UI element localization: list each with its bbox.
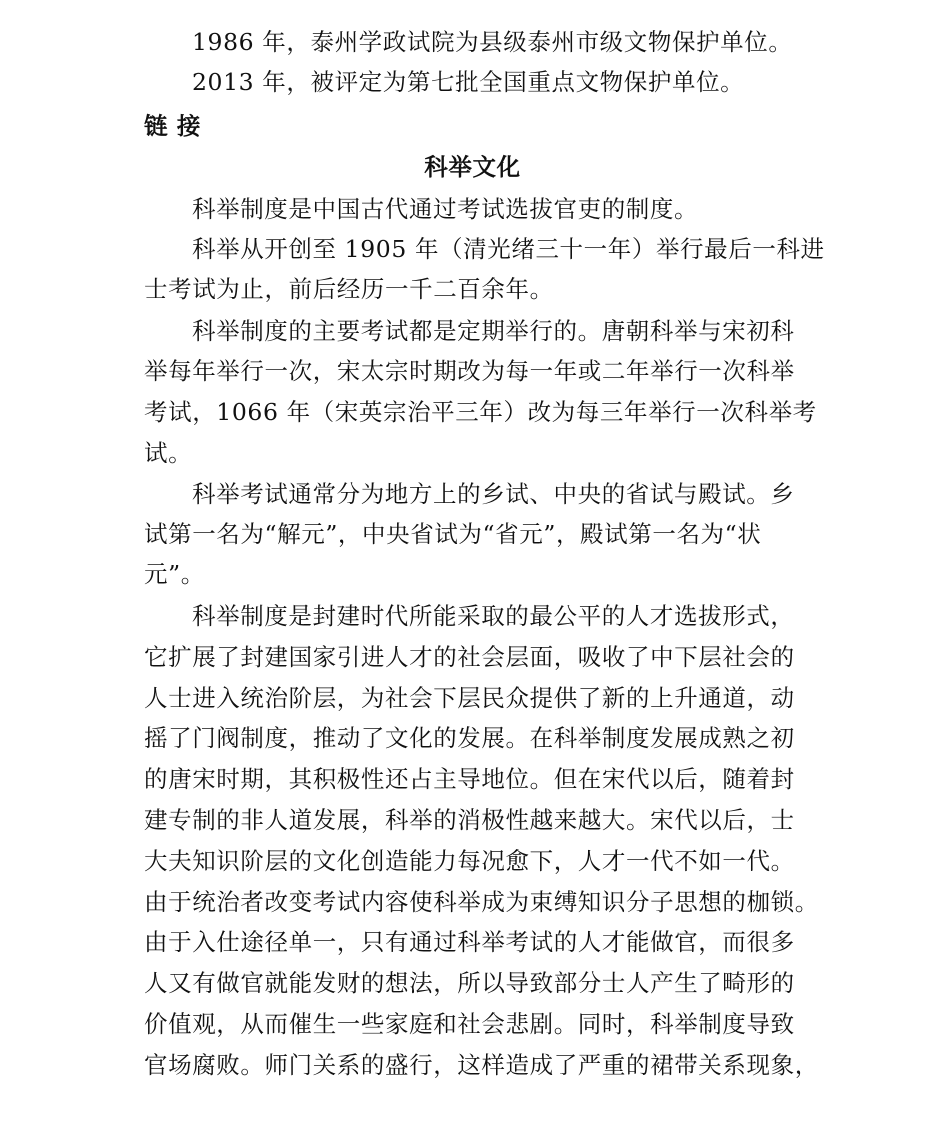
text-line: 试。	[144, 439, 193, 467]
text-line: 官场腐败。师门关系的盛行，这样造成了严重的裙带关系现象，	[144, 1051, 819, 1079]
article-title: 科举文化	[424, 153, 521, 181]
text-line: 科举考试通常分为地方上的乡试、中央的省试与殿试。乡	[192, 480, 795, 508]
text-line: 大夫知识阶层的文化创造能力每况愈下，人才一代不如一代。	[144, 847, 795, 875]
section-heading: 链 接	[144, 112, 201, 140]
text-line: 2013 年，被评定为第七批全国重点文物保护单位。	[192, 68, 745, 96]
text-line: 科举制度的主要考试都是定期举行的。唐朝科举与宋初科	[192, 317, 795, 345]
text-line: 人又有做官就能发财的想法，所以导致部分士人产生了畸形的	[144, 969, 795, 997]
text-line: 考试，1066 年（宋英宗治平三年）改为每三年举行一次科举考	[144, 398, 817, 426]
text-line: 举每年举行一次，宋太宗时期改为每一年或二年举行一次科举	[144, 357, 795, 385]
text-line: 科举制度是中国古代通过考试选拔官吏的制度。	[192, 195, 699, 223]
text-line: 建专制的非人道发展，科举的消极性越来越大。宋代以后，士	[144, 806, 795, 834]
text-line: 它扩展了封建国家引进人才的社会层面，吸收了中下层社会的	[144, 643, 795, 671]
text-line: 价值观，从而催生一些家庭和社会悲剧。同时，科举制度导致	[144, 1010, 795, 1038]
text-line: 试第一名为“解元”，中央省试为“省元”，殿试第一名为“状	[144, 520, 762, 548]
text-line: 科举从开创至 1905 年（清光绪三十一年）举行最后一科进	[192, 235, 825, 263]
text-line: 1986 年，泰州学政试院为县级泰州市级文物保护单位。	[192, 28, 793, 56]
text-line: 人士进入统治阶层，为社会下层民众提供了新的上升通道，动	[144, 684, 795, 712]
text-line: 由于统治者改变考试内容使科举成为束缚知识分子思想的枷锁。	[144, 888, 819, 916]
text-line: 由于入仕途径单一，只有通过科举考试的人才能做官，而很多	[144, 928, 795, 956]
text-line: 摇了门阀制度，推动了文化的发展。在科举制度发展成熟之初	[144, 724, 795, 752]
text-line: 的唐宋时期，其积极性还占主导地位。但在宋代以后，随着封	[144, 765, 795, 793]
text-line: 科举制度是封建时代所能采取的最公平的人才选拔形式，	[192, 602, 795, 630]
text-line: 元”。	[144, 560, 205, 588]
text-line: 士考试为止，前后经历一千二百余年。	[144, 275, 554, 303]
